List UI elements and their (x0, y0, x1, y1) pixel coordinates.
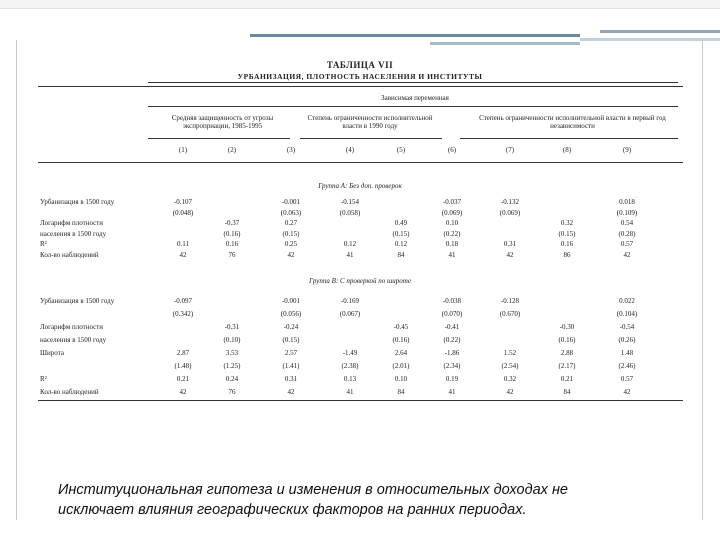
slide-caption (58, 480, 678, 520)
table-cell: -0.038 (442, 297, 462, 305)
table-cell: (0.22) (443, 229, 461, 238)
column-header: (4) (345, 146, 355, 154)
table-cell: -0.107 (173, 198, 193, 206)
table-cell: 0.16 (225, 240, 239, 248)
table-cell: 84 (397, 388, 405, 396)
table-cell: (2.54) (501, 362, 519, 370)
table-cell: (2.34) (443, 362, 461, 370)
table-cell: (0.058) (339, 208, 361, 217)
right-border (702, 40, 703, 520)
table-cell: (0.670) (499, 310, 521, 318)
table-cell: -0.37 (224, 219, 240, 227)
table-cell: 0.57 (620, 240, 634, 248)
group-rule-1 (148, 138, 290, 139)
table-cell: 2.88 (560, 349, 574, 357)
row-label: Урбанизация в 1500 году (40, 198, 115, 206)
table-cell: 2.87 (176, 349, 190, 357)
decor-stripe (580, 38, 720, 41)
table-cell: 2.64 (394, 349, 408, 357)
row-label: Логарифм плотности (40, 323, 104, 331)
top-rule-2 (38, 86, 683, 87)
decor-stripe (430, 42, 580, 45)
group-header-3: Степень ограниченности исполнительной власти в первый год независимости (479, 114, 666, 130)
table-cell: -0.037 (442, 198, 462, 206)
table-cell: -1.86 (444, 349, 460, 357)
table-cell: 76 (228, 250, 236, 259)
group-header-2: Степень ограниченности исполнительной власти в 1990 году (307, 114, 433, 130)
column-header: (2) (227, 146, 237, 154)
table-cell: 0.25 (284, 240, 298, 248)
table-cell: 42 (506, 388, 514, 396)
column-header: (6) (447, 146, 457, 154)
table-cell: 0.12 (394, 240, 408, 248)
row-label: Кол-во наблюдений (40, 388, 99, 396)
table-cell: 0.24 (225, 375, 239, 383)
table-cell: (0.069) (441, 208, 463, 217)
table-cell: 41 (346, 250, 354, 259)
table-cell: 41 (346, 388, 354, 396)
caption-line-2: исключает влияния географических факторов на ранних периодах. (58, 502, 527, 518)
table-cell: 0.21 (176, 375, 190, 383)
row-label: Логарифм плотности (40, 219, 104, 227)
table-cell: (0.10) (223, 336, 241, 344)
table-cell: 0.27 (284, 219, 298, 227)
column-header: (7) (505, 146, 515, 154)
table-cell: 0.19 (445, 375, 459, 383)
table-number: ТАБЛИЦА VII (326, 60, 394, 70)
table-cell: (0.16) (392, 336, 410, 344)
table-cell: 0.32 (503, 375, 517, 383)
table-cell: (2.46) (618, 362, 636, 370)
columns-rule (38, 162, 683, 163)
row-label: R² (40, 375, 47, 383)
row-label: Широта (40, 349, 64, 357)
table-cell: -1.49 (342, 349, 358, 357)
table-cell: (0.067) (339, 310, 361, 318)
table-cell: (0.28) (618, 229, 636, 238)
decor-stripe (600, 30, 720, 33)
table-cell: (0.104) (616, 310, 638, 318)
table-cell: 3.53 (225, 349, 239, 357)
table-cell: 42 (623, 388, 631, 396)
table-cell: 0.57 (620, 375, 634, 383)
table-cell: 42 (623, 250, 631, 259)
table-cell: -0.30 (559, 323, 575, 331)
table-cell: 2.57 (284, 349, 298, 357)
table-cell: -0.154 (340, 198, 360, 206)
table-cell: -0.54 (619, 323, 635, 331)
table-cell: -0.24 (283, 323, 299, 331)
table-cell: 42 (287, 250, 295, 259)
table-cell: 84 (397, 250, 405, 259)
row-label: Кол-во наблюдений (40, 250, 99, 259)
table-cell: 0.022 (619, 297, 635, 305)
table-cell: (0.342) (172, 310, 194, 318)
column-header: (3) (286, 146, 296, 154)
table-cell: (0.22) (443, 336, 461, 344)
column-header: (8) (562, 146, 572, 154)
table-cell: 0.12 (343, 240, 357, 248)
header-rule (148, 106, 678, 107)
table-cell: 76 (228, 388, 236, 396)
table-cell: 41 (448, 388, 456, 396)
table-cell: (0.15) (392, 229, 410, 238)
table-cell: (0.070) (441, 310, 463, 318)
row-label: Урбанизация в 1500 году (40, 297, 115, 305)
panel-a-title: Группа А: Без доп. проверок (318, 182, 402, 190)
table-cell: 42 (179, 250, 187, 259)
table-cell: (0.109) (616, 208, 638, 217)
table-cell: (2.01) (392, 362, 410, 370)
table-cell: (0.056) (280, 310, 302, 318)
table-cell: 0.16 (560, 240, 574, 248)
decor-stripe (250, 34, 580, 37)
table-cell: (0.15) (282, 229, 300, 238)
table-cell: 0.21 (560, 375, 574, 383)
table-cell: (0.16) (223, 229, 241, 238)
table-cell: 0.13 (343, 375, 357, 383)
column-header: (1) (178, 146, 188, 154)
table-cell: (0.069) (499, 208, 521, 217)
table-cell: 86 (563, 250, 571, 259)
table-cell: -0.097 (173, 297, 193, 305)
table-cell: -0.128 (500, 297, 520, 305)
table-cell: (2.17) (558, 362, 576, 370)
top-rule (148, 82, 678, 83)
table-cell: 0.31 (503, 240, 517, 248)
row-label: населения в 1500 году (40, 229, 107, 238)
table-cell: (0.26) (618, 336, 636, 344)
table-cell: 0.10 (445, 219, 459, 227)
table-cell: 0.31 (284, 375, 298, 383)
top-bar (0, 0, 720, 9)
table-cell: (0.063) (280, 208, 302, 217)
table-cell: 0.54 (620, 219, 634, 227)
column-header: (5) (396, 146, 406, 154)
table-cell: 42 (179, 388, 187, 396)
table-cell: 1.52 (503, 349, 517, 357)
table-cell: -0.001 (281, 198, 301, 206)
table-cell: (0.15) (558, 229, 576, 238)
table-cell: 0.49 (394, 219, 408, 227)
table-cell: (0.15) (282, 336, 300, 344)
table-cell: -0.001 (281, 297, 301, 305)
table-cell: 42 (287, 388, 295, 396)
table-cell: -0.169 (340, 297, 360, 305)
table-cell: 42 (506, 250, 514, 259)
table-cell: 0.018 (619, 198, 635, 206)
column-header: (9) (622, 146, 632, 154)
table-cell: 0.18 (445, 240, 459, 248)
table-cell: 0.11 (177, 240, 189, 248)
table-cell: -0.132 (500, 198, 520, 206)
table-cell: -0.41 (444, 323, 460, 331)
group-rule-3 (460, 138, 678, 139)
table-cell: (1.41) (282, 362, 300, 370)
row-label: R² (40, 240, 47, 248)
dependent-variable-label: Зависимая переменная (381, 94, 449, 102)
table-cell: 0.32 (560, 219, 574, 227)
row-label: населения в 1500 году (40, 336, 107, 344)
table-cell: (2.38) (341, 362, 359, 370)
table-cell: 84 (563, 388, 571, 396)
table-title: УРБАНИЗАЦИЯ, ПЛОТНОСТЬ НАСЕЛЕНИЯ И ИНСТИТУТЫ (237, 72, 483, 81)
table-cell: (1.48) (174, 362, 192, 370)
table-cell: -0.31 (224, 323, 240, 331)
left-border (16, 40, 17, 520)
table-cell: (0.16) (558, 336, 576, 344)
panel-b-title: Группа В: С проверкой по широте (309, 277, 411, 285)
group-header-1: Средняя защищенность от угрозы экспроприации, 1985-1995 (171, 114, 274, 130)
table-cell: -0.45 (393, 323, 409, 331)
table-cell: 1.48 (620, 349, 634, 357)
table-cell: 0.10 (394, 375, 408, 383)
table-cell: (1.25) (223, 362, 241, 370)
table-cell: (0.048) (172, 208, 194, 217)
table-cell: 41 (448, 250, 456, 259)
group-rule-2 (300, 138, 442, 139)
bottom-rule (38, 400, 683, 401)
caption-line-1: Институциональная гипотеза и изменения в относительных доходах не (58, 482, 568, 498)
